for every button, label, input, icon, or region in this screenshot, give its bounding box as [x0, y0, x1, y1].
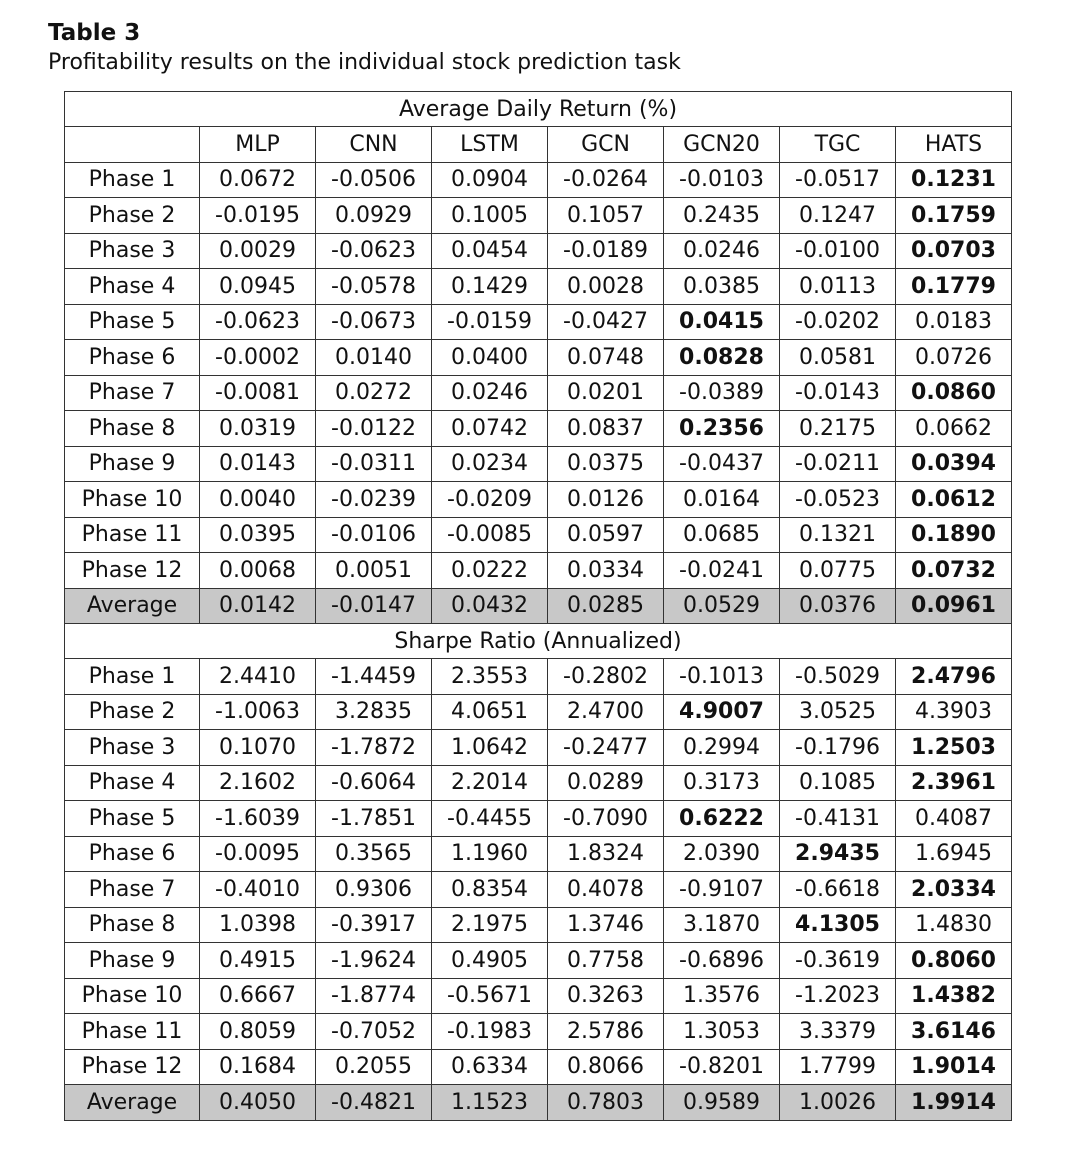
value-cell: 1.1523 — [432, 1085, 548, 1121]
value-cell: -0.2802 — [548, 659, 664, 695]
column-header: LSTM — [432, 127, 548, 163]
value-cell: 0.0142 — [200, 588, 316, 624]
value-cell: 0.0612 — [896, 482, 1012, 518]
table-row — [65, 482, 1012, 518]
value-cell: 0.0400 — [432, 340, 548, 376]
row-label: Phase 11 — [65, 517, 200, 553]
section-title: Sharpe Ratio (Annualized) — [65, 624, 1012, 659]
value-cell: 0.1429 — [432, 269, 548, 305]
value-cell: 0.1890 — [896, 517, 1012, 553]
table-description: Profitability results on the individual stock prediction task — [48, 50, 681, 75]
table-row — [65, 765, 1012, 801]
value-cell: 2.2014 — [432, 765, 548, 801]
value-cell: 0.1057 — [548, 198, 664, 234]
table-row — [65, 340, 1012, 376]
value-cell: 0.0051 — [316, 553, 432, 589]
value-cell: 0.0662 — [896, 411, 1012, 447]
value-cell: 1.3053 — [664, 1014, 780, 1050]
value-cell: -0.5029 — [780, 659, 896, 695]
value-cell: 0.0028 — [548, 269, 664, 305]
value-cell: 0.0685 — [664, 517, 780, 553]
row-label: Phase 5 — [65, 801, 200, 837]
value-cell: 0.0432 — [432, 588, 548, 624]
value-cell: 1.0398 — [200, 907, 316, 943]
value-cell: -0.0103 — [664, 162, 780, 198]
value-cell: -0.0506 — [316, 162, 432, 198]
table-row — [65, 411, 1012, 447]
section-title-row — [65, 92, 1012, 127]
table-row — [65, 233, 1012, 269]
value-cell: -1.6039 — [200, 801, 316, 837]
value-cell: -1.7872 — [316, 730, 432, 766]
value-cell: 0.1779 — [896, 269, 1012, 305]
value-cell: 0.2055 — [316, 1049, 432, 1085]
value-cell: 3.1870 — [664, 907, 780, 943]
value-cell: 0.4078 — [548, 872, 664, 908]
value-cell: 0.4915 — [200, 943, 316, 979]
value-cell: -0.0623 — [200, 304, 316, 340]
table-row — [65, 269, 1012, 305]
value-cell: 0.9306 — [316, 872, 432, 908]
value-cell: 3.2835 — [316, 694, 432, 730]
row-label: Phase 1 — [65, 659, 200, 695]
value-cell: 0.7758 — [548, 943, 664, 979]
value-cell: -0.0437 — [664, 446, 780, 482]
value-cell: -0.0095 — [200, 836, 316, 872]
value-cell: 0.1321 — [780, 517, 896, 553]
value-cell: -0.6064 — [316, 765, 432, 801]
results-table-body — [65, 92, 1012, 1121]
value-cell: 0.6334 — [432, 1049, 548, 1085]
value-cell: 0.0140 — [316, 340, 432, 376]
row-label: Phase 5 — [65, 304, 200, 340]
value-cell: 0.2994 — [664, 730, 780, 766]
column-header: CNN — [316, 127, 432, 163]
value-cell: 2.3961 — [896, 765, 1012, 801]
value-cell: 0.0742 — [432, 411, 548, 447]
row-label: Phase 12 — [65, 553, 200, 589]
value-cell: 0.0748 — [548, 340, 664, 376]
value-cell: 0.1684 — [200, 1049, 316, 1085]
value-cell: 0.0415 — [664, 304, 780, 340]
row-label: Phase 11 — [65, 1014, 200, 1050]
value-cell: -0.4131 — [780, 801, 896, 837]
value-cell: 0.4087 — [896, 801, 1012, 837]
value-cell: 0.3173 — [664, 765, 780, 801]
row-label: Phase 9 — [65, 943, 200, 979]
value-cell: 0.9589 — [664, 1085, 780, 1121]
value-cell: -0.0623 — [316, 233, 432, 269]
value-cell: 2.4410 — [200, 659, 316, 695]
table-row — [65, 198, 1012, 234]
value-cell: 0.2356 — [664, 411, 780, 447]
value-cell: 2.4796 — [896, 659, 1012, 695]
value-cell: 0.0164 — [664, 482, 780, 518]
value-cell: 2.5786 — [548, 1014, 664, 1050]
row-label: Phase 4 — [65, 269, 200, 305]
value-cell: 0.0272 — [316, 375, 432, 411]
value-cell: 1.7799 — [780, 1049, 896, 1085]
value-cell: -0.0100 — [780, 233, 896, 269]
table-label: Table 3 — [48, 20, 141, 46]
row-label: Phase 12 — [65, 1049, 200, 1085]
value-cell: 1.4830 — [896, 907, 1012, 943]
value-cell: -0.0122 — [316, 411, 432, 447]
value-cell: 1.3576 — [664, 978, 780, 1014]
value-cell: -0.0517 — [780, 162, 896, 198]
value-cell: 0.0246 — [432, 375, 548, 411]
value-cell: 0.0726 — [896, 340, 1012, 376]
value-cell: 0.0385 — [664, 269, 780, 305]
row-label: Phase 2 — [65, 694, 200, 730]
table-row — [65, 978, 1012, 1014]
value-cell: 0.1759 — [896, 198, 1012, 234]
table-row — [65, 304, 1012, 340]
row-label: Phase 10 — [65, 482, 200, 518]
value-cell: 3.6146 — [896, 1014, 1012, 1050]
column-header-row — [65, 127, 1012, 163]
value-cell: -0.4010 — [200, 872, 316, 908]
value-cell: -0.5671 — [432, 978, 548, 1014]
value-cell: 0.0581 — [780, 340, 896, 376]
value-cell: -1.7851 — [316, 801, 432, 837]
row-label: Average — [65, 1085, 200, 1121]
value-cell: -1.2023 — [780, 978, 896, 1014]
table-row — [65, 446, 1012, 482]
value-cell: -0.8201 — [664, 1049, 780, 1085]
value-cell: 1.0026 — [780, 1085, 896, 1121]
value-cell: 0.0945 — [200, 269, 316, 305]
value-cell: 4.1305 — [780, 907, 896, 943]
average-row — [65, 1085, 1012, 1121]
value-cell: 0.0183 — [896, 304, 1012, 340]
value-cell: 2.4700 — [548, 694, 664, 730]
value-cell: -0.9107 — [664, 872, 780, 908]
value-cell: 0.0597 — [548, 517, 664, 553]
value-cell: 0.0860 — [896, 375, 1012, 411]
value-cell: 1.9914 — [896, 1085, 1012, 1121]
value-cell: -0.0264 — [548, 162, 664, 198]
table-row — [65, 872, 1012, 908]
value-cell: 0.0246 — [664, 233, 780, 269]
value-cell: -0.3619 — [780, 943, 896, 979]
value-cell: -1.4459 — [316, 659, 432, 695]
value-cell: 0.4905 — [432, 943, 548, 979]
value-cell: 0.7803 — [548, 1085, 664, 1121]
value-cell: 1.0642 — [432, 730, 548, 766]
table-row — [65, 375, 1012, 411]
value-cell: -0.0578 — [316, 269, 432, 305]
value-cell: 2.1602 — [200, 765, 316, 801]
column-header: TGC — [780, 127, 896, 163]
section-title: Average Daily Return (%) — [65, 92, 1012, 127]
value-cell: -0.0211 — [780, 446, 896, 482]
row-label: Average — [65, 588, 200, 624]
value-cell: -0.0389 — [664, 375, 780, 411]
value-cell: 4.9007 — [664, 694, 780, 730]
table-row — [65, 1049, 1012, 1085]
value-cell: 0.0454 — [432, 233, 548, 269]
value-cell: 0.2435 — [664, 198, 780, 234]
value-cell: -0.4455 — [432, 801, 548, 837]
value-cell: 0.0029 — [200, 233, 316, 269]
value-cell: -0.0241 — [664, 553, 780, 589]
value-cell: -0.6618 — [780, 872, 896, 908]
value-cell: -0.2477 — [548, 730, 664, 766]
value-cell: 0.0529 — [664, 588, 780, 624]
value-cell: 0.0732 — [896, 553, 1012, 589]
table-row — [65, 836, 1012, 872]
corner-cell — [65, 127, 200, 163]
value-cell: 0.0040 — [200, 482, 316, 518]
value-cell: 0.0395 — [200, 517, 316, 553]
value-cell: 2.0390 — [664, 836, 780, 872]
value-cell: 0.0113 — [780, 269, 896, 305]
value-cell: 0.6667 — [200, 978, 316, 1014]
value-cell: -0.0147 — [316, 588, 432, 624]
table-row — [65, 517, 1012, 553]
value-cell: 0.0222 — [432, 553, 548, 589]
value-cell: 4.3903 — [896, 694, 1012, 730]
value-cell: -0.0106 — [316, 517, 432, 553]
value-cell: 0.6222 — [664, 801, 780, 837]
value-cell: -0.0159 — [432, 304, 548, 340]
table-row — [65, 730, 1012, 766]
value-cell: -0.0239 — [316, 482, 432, 518]
value-cell: 0.3263 — [548, 978, 664, 1014]
value-cell: -0.0202 — [780, 304, 896, 340]
value-cell: 1.4382 — [896, 978, 1012, 1014]
value-cell: 0.1085 — [780, 765, 896, 801]
value-cell: 0.0289 — [548, 765, 664, 801]
value-cell: 0.0837 — [548, 411, 664, 447]
table-caption — [48, 18, 681, 78]
row-label: Phase 7 — [65, 872, 200, 908]
value-cell: -0.0209 — [432, 482, 548, 518]
row-label: Phase 10 — [65, 978, 200, 1014]
value-cell: 0.0285 — [548, 588, 664, 624]
value-cell: 0.8354 — [432, 872, 548, 908]
value-cell: 1.1960 — [432, 836, 548, 872]
value-cell: -0.3917 — [316, 907, 432, 943]
column-header: MLP — [200, 127, 316, 163]
value-cell: 0.8060 — [896, 943, 1012, 979]
value-cell: 4.0651 — [432, 694, 548, 730]
value-cell: 2.9435 — [780, 836, 896, 872]
row-label: Phase 2 — [65, 198, 200, 234]
table-row — [65, 943, 1012, 979]
row-label: Phase 4 — [65, 765, 200, 801]
table-row — [65, 694, 1012, 730]
value-cell: 0.0126 — [548, 482, 664, 518]
value-cell: 0.0828 — [664, 340, 780, 376]
value-cell: -0.4821 — [316, 1085, 432, 1121]
value-cell: -0.0195 — [200, 198, 316, 234]
value-cell: 0.8066 — [548, 1049, 664, 1085]
row-label: Phase 9 — [65, 446, 200, 482]
value-cell: 0.2175 — [780, 411, 896, 447]
section-title-row — [65, 624, 1012, 659]
value-cell: -0.0189 — [548, 233, 664, 269]
column-header: GCN — [548, 127, 664, 163]
value-cell: -0.0085 — [432, 517, 548, 553]
value-cell: -1.0063 — [200, 694, 316, 730]
value-cell: 0.0775 — [780, 553, 896, 589]
value-cell: -0.7090 — [548, 801, 664, 837]
value-cell: -0.0311 — [316, 446, 432, 482]
value-cell: -0.0143 — [780, 375, 896, 411]
value-cell: 1.6945 — [896, 836, 1012, 872]
value-cell: 1.9014 — [896, 1049, 1012, 1085]
value-cell: 0.0394 — [896, 446, 1012, 482]
value-cell: -0.1013 — [664, 659, 780, 695]
value-cell: 2.3553 — [432, 659, 548, 695]
row-label: Phase 6 — [65, 836, 200, 872]
value-cell: 0.8059 — [200, 1014, 316, 1050]
column-header: GCN20 — [664, 127, 780, 163]
table-row — [65, 553, 1012, 589]
value-cell: 1.8324 — [548, 836, 664, 872]
value-cell: 0.0929 — [316, 198, 432, 234]
value-cell: 0.4050 — [200, 1085, 316, 1121]
table-row — [65, 162, 1012, 198]
value-cell: 0.0375 — [548, 446, 664, 482]
value-cell: 0.0672 — [200, 162, 316, 198]
row-label: Phase 1 — [65, 162, 200, 198]
value-cell: 0.1231 — [896, 162, 1012, 198]
value-cell: 3.3379 — [780, 1014, 896, 1050]
value-cell: 0.0961 — [896, 588, 1012, 624]
value-cell: 0.0334 — [548, 553, 664, 589]
table-row — [65, 907, 1012, 943]
value-cell: -0.0523 — [780, 482, 896, 518]
value-cell: 0.1247 — [780, 198, 896, 234]
value-cell: 0.1005 — [432, 198, 548, 234]
value-cell: -0.0427 — [548, 304, 664, 340]
table-row — [65, 1014, 1012, 1050]
value-cell: -1.9624 — [316, 943, 432, 979]
row-label: Phase 3 — [65, 730, 200, 766]
value-cell: 0.0904 — [432, 162, 548, 198]
value-cell: 3.0525 — [780, 694, 896, 730]
value-cell: -0.6896 — [664, 943, 780, 979]
row-label: Phase 8 — [65, 411, 200, 447]
column-header: HATS — [896, 127, 1012, 163]
value-cell: 0.3565 — [316, 836, 432, 872]
value-cell: -1.8774 — [316, 978, 432, 1014]
value-cell: -0.0002 — [200, 340, 316, 376]
value-cell: 0.0376 — [780, 588, 896, 624]
row-label: Phase 8 — [65, 907, 200, 943]
row-label: Phase 7 — [65, 375, 200, 411]
value-cell: 0.0234 — [432, 446, 548, 482]
value-cell: 2.0334 — [896, 872, 1012, 908]
value-cell: 0.0068 — [200, 553, 316, 589]
table-row — [65, 801, 1012, 837]
value-cell: -0.0081 — [200, 375, 316, 411]
value-cell: 0.0143 — [200, 446, 316, 482]
value-cell: -0.0673 — [316, 304, 432, 340]
value-cell: -0.1983 — [432, 1014, 548, 1050]
value-cell: 2.1975 — [432, 907, 548, 943]
row-label: Phase 6 — [65, 340, 200, 376]
average-row — [65, 588, 1012, 624]
value-cell: -0.7052 — [316, 1014, 432, 1050]
value-cell: 0.1070 — [200, 730, 316, 766]
value-cell: 1.2503 — [896, 730, 1012, 766]
value-cell: 0.0319 — [200, 411, 316, 447]
row-label: Phase 3 — [65, 233, 200, 269]
results-table — [64, 91, 1012, 1121]
value-cell: 0.0703 — [896, 233, 1012, 269]
table-row — [65, 659, 1012, 695]
value-cell: 1.3746 — [548, 907, 664, 943]
value-cell: -0.1796 — [780, 730, 896, 766]
value-cell: 0.0201 — [548, 375, 664, 411]
